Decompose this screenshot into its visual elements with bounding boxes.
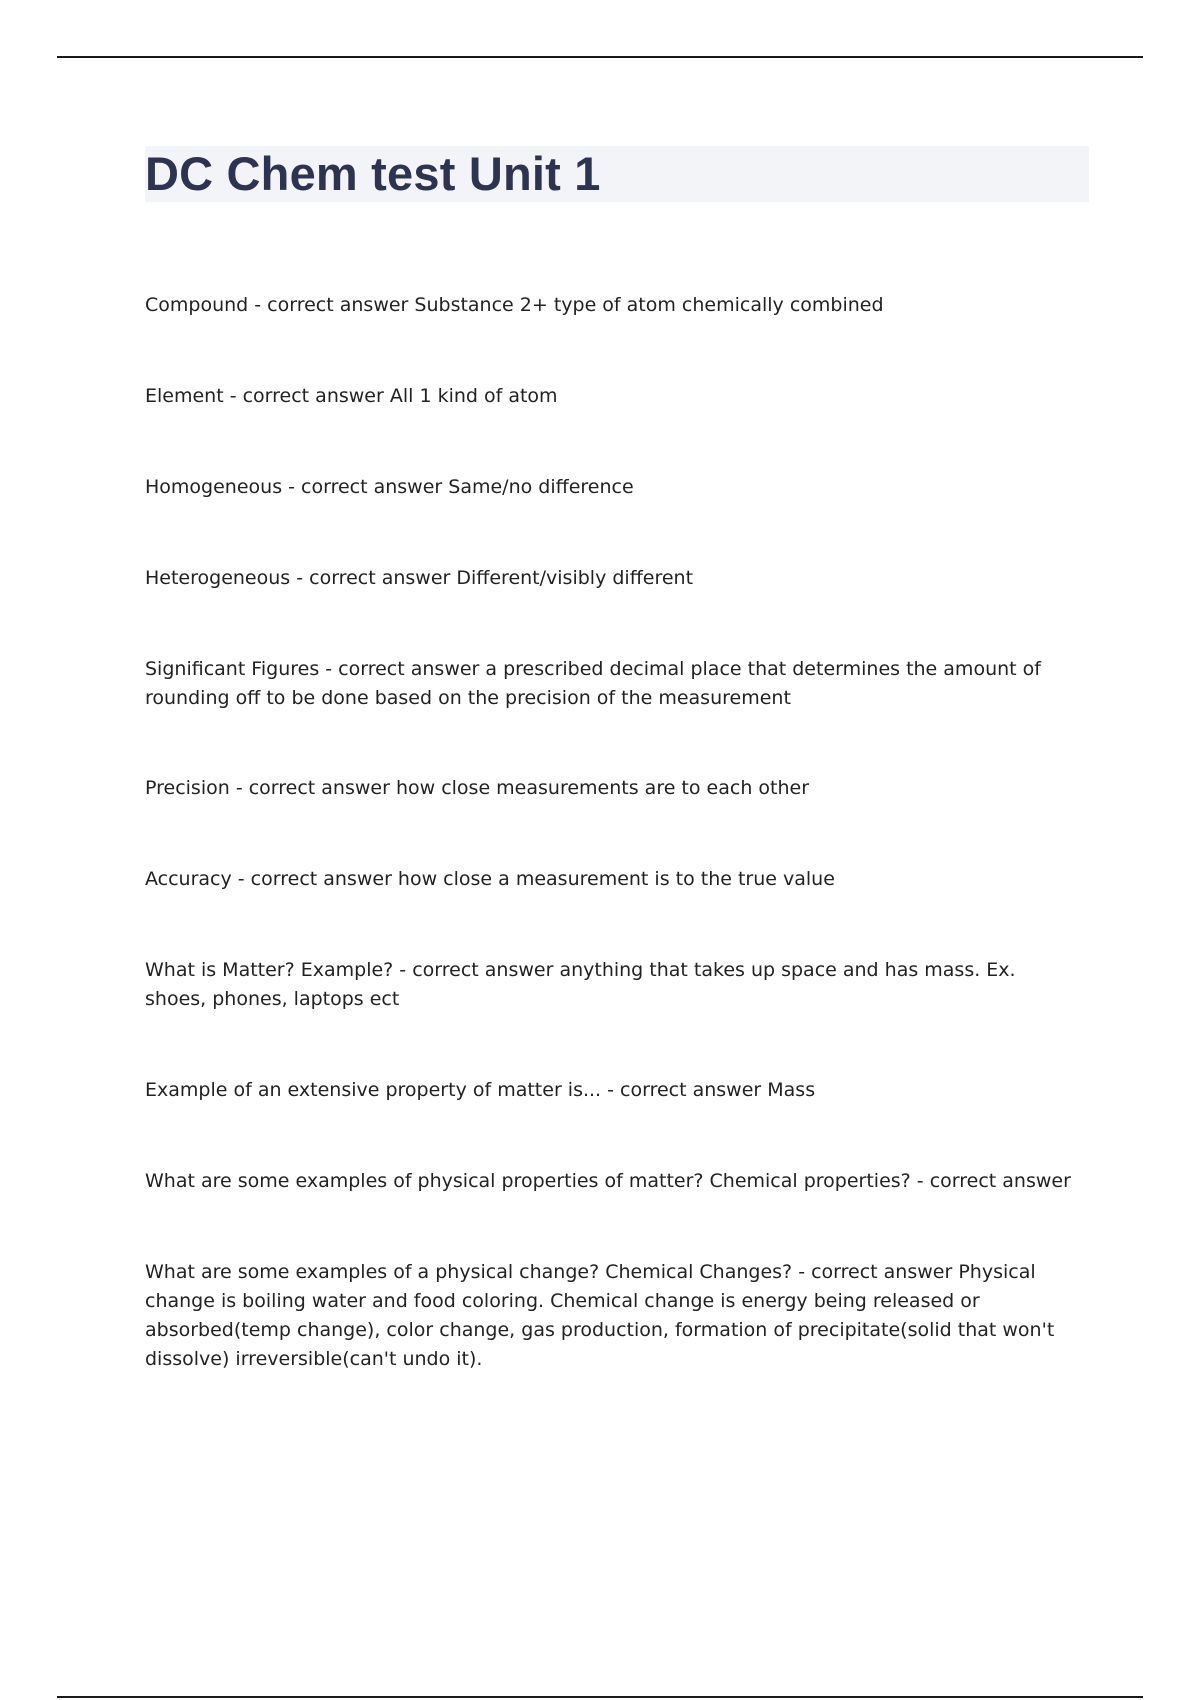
qa-separator: - correct answer [393,959,560,981]
qa-term: Significant Figures [145,658,320,680]
qa-term: Precision [145,777,230,799]
qa-entry [145,1258,1075,1374]
qa-answer: a prescribed decimal place that determines the amount of rounding off to be done based on the precision of the measurement [145,658,1041,709]
qa-separator: - correct answer [319,658,486,680]
header-rule [57,56,1143,58]
qa-separator: - correct answer [282,476,449,498]
qa-answer: All 1 kind of atom [389,385,558,407]
qa-entry [145,956,1075,1014]
title-band [145,146,1089,202]
qa-entry [145,564,1075,593]
qa-term: What is Matter? Example? [145,959,394,981]
qa-separator: - correct answer [290,567,457,589]
qa-entry [145,865,1075,894]
qa-term: Accuracy [145,868,232,890]
qa-entry [145,774,1075,803]
qa-entry [145,473,1075,502]
qa-separator: - correct answer [248,294,415,316]
qa-term: Element [145,385,224,407]
qa-entry [145,1167,1075,1196]
qa-term: Homogeneous [145,476,283,498]
qa-term: Example of an extensive property of matter is... [145,1079,602,1101]
qa-entry [145,1076,1075,1105]
qa-term: What are some examples of a physical change? Chemical Changes? [145,1261,793,1283]
qa-answer: Mass [767,1079,816,1101]
qa-term: Compound [145,294,249,316]
qa-entry [145,655,1075,713]
qa-entry [145,291,1075,320]
qa-separator: - correct answer [792,1261,959,1283]
qa-separator: - correct answer [223,385,390,407]
qa-answer: how close a measurement is to the true value [397,868,835,890]
qa-term: What are some examples of physical properties of matter? Chemical properties? [145,1170,911,1192]
qa-answer: anything that takes up space and has mass. Ex. shoes, phones, laptops ect [145,959,1016,1010]
qa-separator: - correct answer [910,1170,1071,1192]
qa-entry [145,382,1075,411]
qa-separator: - correct answer [601,1079,768,1101]
qa-separator: - correct answer [231,868,398,890]
qa-answer: how close measurements are to each other [395,777,810,799]
footer-rule [57,1696,1143,1698]
qa-term: Heterogeneous [145,567,291,589]
qa-separator: - correct answer [229,777,396,799]
qa-answer: Different/visibly different [456,567,694,589]
qa-answer: Same/no difference [448,476,634,498]
qa-answer: Substance 2+ type of atom chemically combined [414,294,884,316]
page-title: DC Chem test Unit 1 [145,147,601,200]
qa-answer: Physical change is boiling water and food coloring. Chemical change is energy being released or absorbed(temp change), color change, gas production, formation of precipitate(solid that won't dissolve) irreversible(can't undo it). [145,1261,1055,1370]
